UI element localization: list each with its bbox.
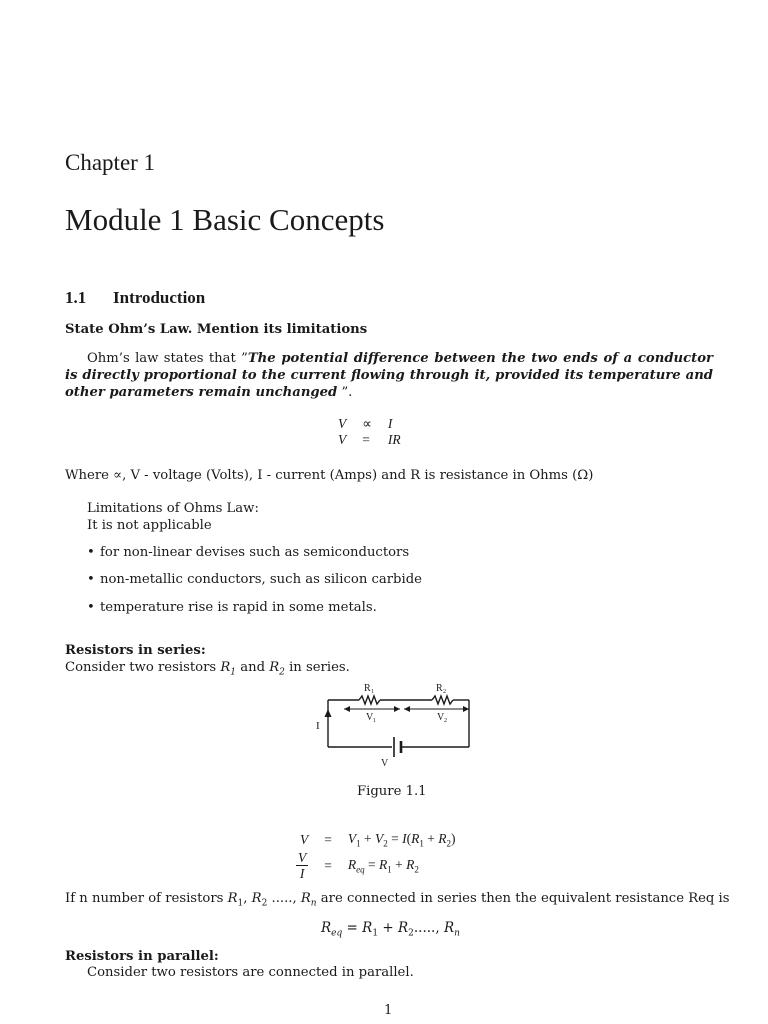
v2-label: V: [437, 712, 445, 723]
page-number: 1: [384, 1003, 393, 1018]
series-equations: [288, 830, 464, 881]
limitation-item-text: for non-linear devises such as semiconductors: [100, 545, 410, 560]
eq1-row2-op: =: [362, 432, 370, 447]
current-arrow-icon: [325, 709, 332, 717]
n-series-text-b: are connected in series then the equivalent resistance Req is: [316, 891, 730, 906]
v-over-i-fraction: [296, 850, 308, 881]
series-circuit-diagram: [310, 676, 485, 772]
r2-label: R: [436, 683, 443, 694]
n-series-text-a: If n number of resistors: [65, 891, 228, 906]
arrow-left-icon: [404, 706, 410, 712]
arrow-right-icon: [463, 706, 469, 712]
eq1-row1-op: ∝: [362, 416, 372, 431]
resistor-r2-icon: [432, 696, 453, 704]
ohm-tail-text: ”.: [337, 385, 353, 400]
series-heading: Resistors in series:: [65, 643, 206, 658]
n-series-text: If n number of resistors $R_1$, $R_2$ ....., $R_n$ are connected in series then the equivalent resistance Req is: [65, 891, 730, 909]
r1-label: R: [364, 683, 371, 694]
arrow-left-icon: [344, 706, 350, 712]
parallel-heading: Resistors in parallel:: [65, 949, 219, 964]
ohm-question-heading: State Ohm’s Law. Mention its limitations: [65, 322, 368, 337]
r2-label-sub: 2: [443, 689, 446, 695]
limitation-item: [87, 544, 409, 561]
series-intro: [65, 659, 350, 682]
eq2-row2-op: =: [324, 857, 332, 873]
bullet-icon: •: [87, 572, 95, 587]
series-intro-c: in series.: [284, 660, 350, 675]
req-series-equation: $R_{eq} = R_1 + R_2$....., $R_n$: [321, 920, 460, 939]
eq2-row1-op: =: [324, 832, 332, 847]
limitations-title: Limitations of Ohms Law:: [87, 501, 259, 516]
ohm-lead-text: Ohm’s law states that ”: [87, 351, 248, 366]
ohm-quote: The potential difference between the two ends of a conductor is directly proportional to the current flowing through it, provided its temperature and other parameters remain unchanged: [65, 351, 713, 400]
limitation-item-text: non-metallic conductors, such as silicon carbide: [100, 572, 422, 587]
limitation-item: [87, 571, 422, 588]
section-title: Introduction: [113, 288, 206, 307]
eq1-row1-right: I: [387, 416, 393, 431]
section-heading: [65, 288, 205, 308]
ohm-equations: [330, 416, 409, 448]
series-intro-a: Consider two resistors: [65, 660, 221, 675]
v1-label-sub: 1: [373, 718, 376, 724]
ohm-law-statement: [65, 350, 713, 401]
eq2-row1-right: $V_1 + V_2 = I(R_1 + R_2)$: [347, 831, 456, 849]
parallel-intro: Consider two resistors are connected in parallel.: [87, 965, 414, 980]
eq1-row1-left: V: [338, 416, 347, 431]
series-intro-b: and: [236, 660, 270, 675]
figure-caption: Figure 1.1: [357, 784, 427, 799]
resistor-r1-icon: [359, 696, 380, 704]
source-label: V: [381, 758, 389, 769]
r2-symbol: $R_2$: [269, 660, 285, 678]
bullet-icon: •: [87, 545, 95, 560]
bullet-icon: •: [87, 600, 95, 615]
v1-label: V: [366, 712, 374, 723]
fraction-numerator: V: [298, 850, 307, 865]
r1-symbol: $R_1$: [220, 660, 237, 678]
section-number: 1.1: [65, 288, 87, 307]
eq2-row1-left: V: [300, 832, 309, 847]
eq2-row2-right: $R_{eq} = R_1 + R_2$: [347, 856, 419, 875]
r1-label-sub: 1: [371, 689, 374, 695]
eq1-row2-right: IR: [387, 432, 401, 447]
chapter-label: Chapter 1: [65, 150, 156, 175]
arrow-right-icon: [394, 706, 400, 712]
module-title: Module 1 Basic Concepts: [65, 202, 385, 237]
eq1-row2-left: V: [338, 432, 347, 447]
limitation-item: [87, 599, 377, 616]
eq2-row2-left: [288, 850, 316, 881]
fraction-denominator: I: [299, 866, 305, 881]
v2-label-sub: 2: [444, 718, 447, 724]
where-definitions: Where ∝, V - voltage (Volts), I - current (Amps) and R is resistance in Ohms (Ω): [65, 468, 594, 483]
limitations-subtitle: It is not applicable: [87, 518, 212, 533]
limitation-item-text: temperature rise is rapid in some metals.: [100, 600, 377, 615]
current-label: I: [316, 720, 320, 732]
